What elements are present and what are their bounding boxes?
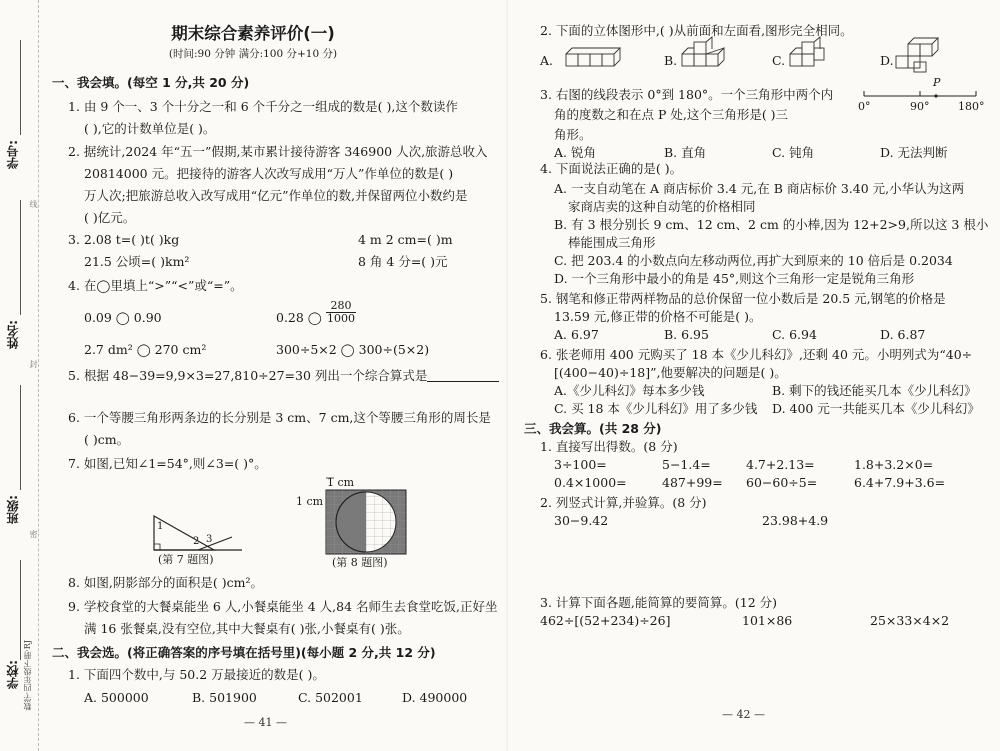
q1-line1: 1. 由 9 个一、3 个十分之一和 6 个千分之一组成的数是( ),这个数读作 <box>68 99 458 114</box>
m2-item-2: 23.98+4.9 <box>762 513 829 528</box>
right-page <box>508 0 1000 751</box>
m1-r1-c3: 4.7+2.13= <box>746 457 815 472</box>
q2-line4: ( )亿元。 <box>84 210 136 225</box>
q3-b: 4 m 2 cm=( )m <box>358 232 453 247</box>
c2-option-c[interactable]: C. <box>772 53 786 68</box>
c5-option-c[interactable]: C. 6.94 <box>772 327 817 342</box>
q5-answer-line[interactable] <box>427 381 499 382</box>
q1-line2: ( ),它的计数单位是( )。 <box>84 121 216 136</box>
class-label: 班级: <box>6 495 20 524</box>
c3-mid: 90° <box>910 100 930 113</box>
c4-option-a-1[interactable]: A. 一支自动笔在 A 商店标价 3.4 元,在 B 商店标价 3.40 元,小华认为这两 <box>554 181 965 196</box>
c2-c-cubes <box>788 40 834 74</box>
m1-r2-c1: 0.4×1000= <box>554 475 627 490</box>
c3-start: 0° <box>858 100 871 113</box>
c3-line3: 角形。 <box>554 127 592 142</box>
c1-option-c[interactable]: C. 502001 <box>298 690 363 705</box>
fig7-angle-3: 3 <box>206 534 213 545</box>
q3-a: 3. 2.08 t=( )t( )kg <box>68 232 180 247</box>
m1-r2-c2: 487+99= <box>662 475 723 490</box>
m3-item-1: 462÷[(52+234)÷26] <box>540 613 671 628</box>
q4-b: 0.28 ◯ <box>276 310 322 325</box>
c3-option-a[interactable]: A. 锐角 <box>554 145 596 160</box>
c6-option-a[interactable]: A.《少儿科幻》每本多少钱 <box>554 383 705 398</box>
c5-option-a[interactable]: A. 6.97 <box>554 327 599 342</box>
m1-r1-c4: 1.8+3.2×0= <box>854 457 934 472</box>
m1-r2-c3: 60−60÷5= <box>746 475 818 490</box>
c3-point-p: P <box>933 76 941 89</box>
c6-option-b[interactable]: B. 剩下的钱还能买几本《少儿科幻》 <box>772 383 977 398</box>
c4-option-c[interactable]: C. 把 203.4 的小数点向左移动两位,再扩大到原来的 10 倍后是 0.2034 <box>554 253 953 268</box>
c2-a-cubes <box>564 44 624 74</box>
c2-d-cubes <box>894 40 944 76</box>
q4-a: 0.09 ◯ 0.90 <box>84 310 162 325</box>
c5-option-d[interactable]: D. 6.87 <box>880 327 926 342</box>
page-number-42: — 42 — <box>722 708 765 721</box>
c6-line2: [(400−40)÷18]”,他要解决的问题是( )。 <box>554 365 787 380</box>
fig7-angle-2: 2 <box>193 536 200 547</box>
c6-option-d[interactable]: D. 400 元一共能买几本《少儿科幻》 <box>772 401 980 416</box>
c2: 2. 下面的立体图形中,( )从前面和左面看,图形完全相同。 <box>540 23 853 38</box>
c3-option-d[interactable]: D. 无法判断 <box>880 145 948 160</box>
c3-line2: 角的度数之和在点 P 处,这个三角形是( )三 <box>554 107 789 122</box>
q4-d: 300÷5×2 ◯ 300÷(5×2) <box>276 342 430 357</box>
fig8-side-label: 1 cm <box>296 495 324 508</box>
c1-option-b[interactable]: B. 501900 <box>192 690 257 705</box>
q3-c: 21.5 公顷=( )km² <box>84 254 190 269</box>
c4-option-b-1[interactable]: B. 有 3 根分别长 9 cm、12 cm、2 cm 的小棒,因为 12+2>9,所以这 3 根小 <box>554 217 989 232</box>
c4-option-b-2: 棒能围成三角形 <box>568 235 656 250</box>
page-title: 期末综合素养评价(一) <box>171 24 335 43</box>
m1-r1-c1: 3÷100= <box>554 457 607 472</box>
q4-b-fraction <box>326 300 356 325</box>
m3-item-2: 101×86 <box>742 613 793 628</box>
c1-option-a[interactable]: A. 500000 <box>84 690 149 705</box>
class-field-line[interactable] <box>20 385 21 490</box>
c3-line1: 3. 右图的线段表示 0°到 180°。一个三角形中两个内 <box>540 87 834 102</box>
page-number-41: — 41 — <box>244 716 287 729</box>
section-2-heading: 二、我会选。(将正确答案的序号填在括号里)(每小题 2 分,共 12 分) <box>52 645 436 660</box>
c5-line1: 5. 钢笔和修正带两样物品的总价保留一位小数后是 20.5 元,钢笔的价格是 <box>540 291 946 306</box>
q2-line1: 2. 据统计,2024 年“五一”假期,某市累计接待游客 346900 人次,旅游总收入 <box>68 144 488 159</box>
figure-8-shaded <box>326 488 406 554</box>
m3-item-3: 25×33×4×2 <box>870 613 950 628</box>
cut-mark-3: 密 <box>29 530 38 538</box>
m1: 1. 直接写出得数。(8 分) <box>540 439 678 454</box>
cut-mark-2: 封 <box>29 360 38 368</box>
c5-line2: 13.59 元,修正带的价格不可能是( )。 <box>554 309 762 324</box>
c1-option-d[interactable]: D. 490000 <box>402 690 468 705</box>
c2-option-d[interactable]: D. <box>880 53 894 68</box>
binding-gutter <box>0 0 39 751</box>
c2-option-b[interactable]: B. <box>664 53 678 68</box>
q8: 8. 如图,阴影部分的面积是( )cm²。 <box>68 575 263 590</box>
c5-option-b[interactable]: B. 6.95 <box>664 327 709 342</box>
section-1-heading: 一、我会填。(每空 1 分,共 20 分) <box>52 75 250 90</box>
m3: 3. 计算下面各题,能简算的要简算。(12 分) <box>540 595 778 610</box>
name-label: 姓名: <box>6 320 20 349</box>
fig8-caption: (第 8 题图) <box>332 556 388 569</box>
m1-r1-c2: 5−1.4= <box>662 457 711 472</box>
q3-d: 8 角 4 分=( )元 <box>358 254 448 269</box>
name-field-line[interactable] <box>20 200 21 315</box>
q4-c: 2.7 dm² ◯ 270 cm² <box>84 342 207 357</box>
c4-option-d[interactable]: D. 一个三角形中最小的角是 45°,则这个三角形一定是锐角三角形 <box>554 271 915 286</box>
c2-option-a[interactable]: A. <box>540 53 554 68</box>
m2-item-1: 30−9.42 <box>554 513 609 528</box>
book-code: 数学·四年级下册·RJ <box>23 640 32 711</box>
page-subtitle: (时间:90 分钟 满分:100 分+10 分) <box>168 48 338 60</box>
q4-heading: 4. 在◯里填上“>”“<”或“=”。 <box>68 278 243 293</box>
school-label: 学校: <box>6 660 20 689</box>
id-label: 学号: <box>6 140 20 169</box>
q6-line1: 6. 一个等腰三角形两条边的长分别是 3 cm、7 cm,这个等腰三角形的周长是 <box>68 410 491 425</box>
school-field-line[interactable] <box>20 560 21 660</box>
c4: 4. 下面说法正确的是( )。 <box>540 161 683 176</box>
c3-end: 180° <box>958 100 985 113</box>
q5: 5. 根据 48−39=9,9×3=27,810÷27=30 列出一个综合算式是 <box>68 368 428 383</box>
fig7-caption: (第 7 题图) <box>158 553 214 566</box>
fraction-numerator: 280 <box>326 300 356 313</box>
q7: 7. 如图,已知∠1=54°,则∠3=( )°。 <box>68 456 267 471</box>
m2: 2. 列竖式计算,并验算。(8 分) <box>540 495 707 510</box>
fig8-top-label: 1 cm <box>327 476 355 489</box>
fraction-denominator: 1000 <box>327 312 355 325</box>
m1-r2-c4: 6.4+7.9+3.6= <box>854 475 946 490</box>
c4-option-a-2: 家商店卖的这种自动笔的价格相同 <box>568 199 756 214</box>
q6-line2: ( )cm。 <box>84 432 130 447</box>
c1: 1. 下面四个数中,与 50.2 万最接近的数是( )。 <box>68 667 325 682</box>
c2-b-cubes <box>680 40 732 74</box>
c6-line1: 6. 张老师用 400 元购买了 18 本《少儿科幻》,还剩 40 元。小明列式为“40÷ <box>540 347 973 362</box>
fig7-angle-1: 1 <box>157 521 164 532</box>
q9-line1: 9. 学校食堂的大餐桌能坐 6 人,小餐桌能坐 4 人,84 名师生去食堂吃饭,正好坐 <box>68 599 498 614</box>
section-3-heading: 三、我会算。(共 28 分) <box>524 421 662 436</box>
q2-line2: 20814000 元。把接待的游客人次改写成用“万人”作单位的数是( ) <box>84 166 454 181</box>
c3-option-b[interactable]: B. 直角 <box>664 145 707 160</box>
q9-line2: 满 16 张餐桌,没有空位,其中大餐桌有( )张,小餐桌有( )张。 <box>84 621 410 636</box>
cut-mark-1: 线 <box>29 200 38 208</box>
q2-line3: 万人次;把旅游总收入改写成用“亿元”作单位的数,并保留两位小数约是 <box>84 188 468 203</box>
c3-option-c[interactable]: C. 钝角 <box>772 145 815 160</box>
c6-option-c[interactable]: C. 买 18 本《少儿科幻》用了多少钱 <box>554 401 758 416</box>
